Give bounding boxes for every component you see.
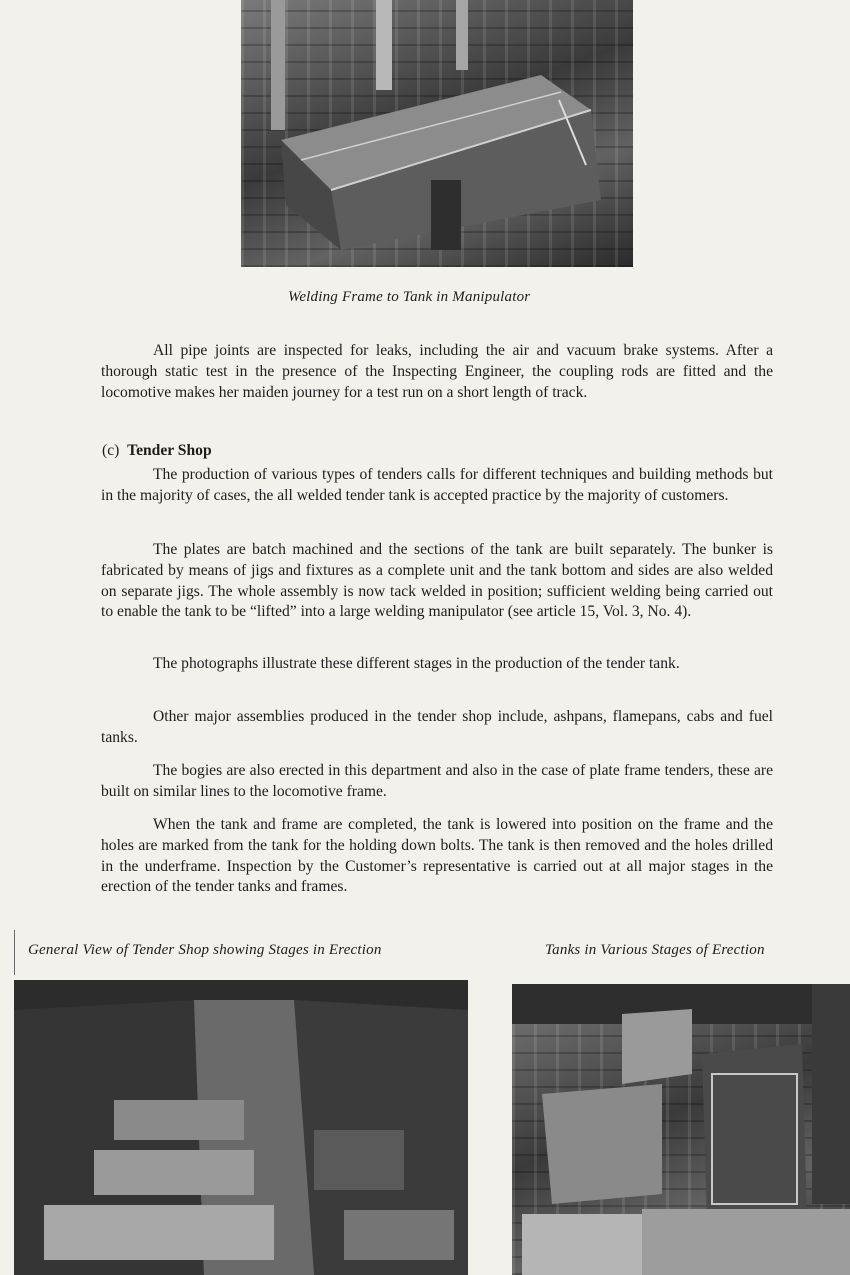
section-title: Tender Shop [127, 442, 212, 459]
paragraph-pipe-joints [101, 341, 773, 403]
paragraph-other-assemblies [101, 707, 773, 749]
paragraph-photographs [101, 654, 773, 675]
section-label: (c) [102, 442, 120, 459]
paragraph-text: When the tank and frame are completed, the tank is lowered into position on the frame and the holes are marked from the tank for the holding down bolts. The tank is then removed and the holes drilled in the underframe. Inspection by the Customer’s representative is carried out at all major stages in the erection of the tender tanks and frames. [101, 816, 773, 896]
photo-welding-frame-to-tank [241, 0, 633, 267]
photo-tanks-various-stages [512, 984, 850, 1275]
paragraph-text: The bogies are also erected in this department and also in the case of plate frame tenders, these are built on similar lines to the locomotive frame. [101, 762, 773, 800]
caption-bottom-left-photo: General View of Tender Shop showing Stages in Erection [28, 942, 382, 958]
left-margin-rule [14, 930, 15, 975]
paragraph-bogies [101, 761, 773, 803]
paragraph-text: All pipe joints are inspected for leaks, including the air and vacuum brake systems. After a thorough static test in the presence of the Inspecting Engineer, the coupling rods are fitted and the locomotive makes her maiden journey for a test run on a short length of track. [101, 342, 773, 401]
paragraph-plates [101, 540, 773, 623]
paragraph-text: The photographs illustrate these different stages in the production of the tender tank. [153, 655, 680, 672]
paragraph-text: The production of various types of tenders calls for different techniques and building methods but in the majority of cases, the all welded tender tank is accepted practice by the majority of customers. [101, 466, 773, 504]
paragraph-text: The plates are batch machined and the sections of the tank are built separately. The bunker is fabricated by means of jigs and fixtures as a complete unit and the tank bottom and sides are also welded on separate jigs. The whole assembly is now tack welded in position; sufficient welding being carried out to enable the tank to be “lifted” into a large welding manipulator (see article 15, Vol. 3, No. 4). [101, 541, 773, 621]
paragraph-production [101, 465, 773, 507]
photo-general-view-tender-shop [14, 980, 468, 1275]
caption-top-photo: Welding Frame to Tank in Manipulator [288, 289, 531, 305]
caption-bottom-right-photo: Tanks in Various Stages of Erection [545, 942, 765, 958]
paragraph-tank-and-frame [101, 815, 773, 898]
section-heading [102, 441, 212, 461]
paragraph-text: Other major assemblies produced in the tender shop include, ashpans, flamepans, cabs and fuel tanks. [101, 708, 773, 746]
